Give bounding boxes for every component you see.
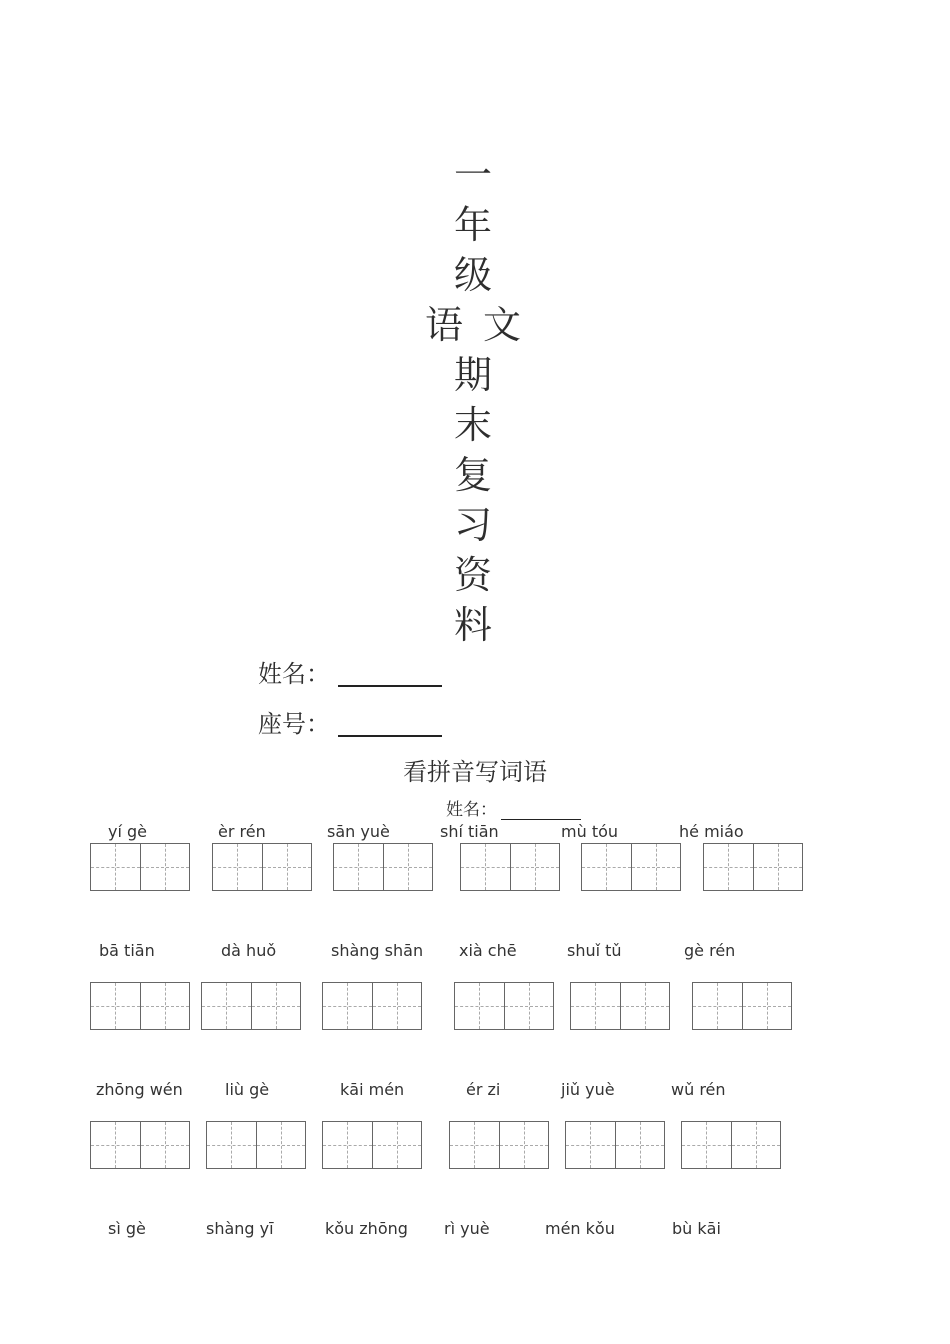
pinyin-label: èr rén [218, 822, 266, 841]
writing-cell[interactable] [323, 983, 372, 1029]
pinyin-label: liù gè [225, 1080, 270, 1099]
seat-row [258, 704, 442, 739]
writing-cell[interactable] [682, 1122, 731, 1168]
writing-cell[interactable] [140, 1122, 190, 1168]
pinyin-label: sān yuè [327, 822, 390, 841]
writing-cell[interactable] [256, 1122, 306, 1168]
writing-cell[interactable] [140, 844, 190, 890]
title-line: 复 [453, 453, 496, 497]
writing-cell[interactable] [731, 1122, 781, 1168]
writing-cell[interactable] [566, 1122, 615, 1168]
pinyin-label: mén kǒu [545, 1219, 615, 1238]
writing-cell[interactable] [262, 844, 312, 890]
pinyin-label: jiǔ yuè [561, 1080, 615, 1099]
writing-cell[interactable] [704, 844, 753, 890]
writing-grid[interactable] [206, 1121, 306, 1169]
writing-grid[interactable] [90, 982, 190, 1030]
writing-grid[interactable] [703, 843, 803, 891]
writing-cell[interactable] [202, 983, 251, 1029]
pinyin-label: bā tiān [99, 941, 155, 960]
writing-grid[interactable] [692, 982, 792, 1030]
title-line: 资 [453, 553, 496, 597]
pinyin-label: xià chē [459, 941, 517, 960]
pinyin-label: shàng shān [331, 941, 424, 960]
writing-cell[interactable] [91, 1122, 140, 1168]
worksheet-title: 看拼音写词语 [403, 758, 547, 786]
writing-grid[interactable] [90, 1121, 190, 1169]
writing-grid[interactable] [322, 1121, 422, 1169]
writing-cell[interactable] [615, 1122, 665, 1168]
title-line: 语 文 [424, 303, 526, 347]
pinyin-label: kǒu zhōng [325, 1219, 408, 1238]
writing-cell[interactable] [571, 983, 620, 1029]
writing-cell[interactable] [510, 844, 560, 890]
pinyin-label: wǔ rén [671, 1080, 726, 1099]
writing-grid[interactable] [581, 843, 681, 891]
writing-grid[interactable] [449, 1121, 549, 1169]
pinyin-label: zhōng wén [96, 1080, 183, 1099]
name-label: 姓名： [258, 660, 330, 688]
writing-cell[interactable] [753, 844, 803, 890]
writing-cell[interactable] [372, 983, 422, 1029]
pinyin-label: bù kāi [672, 1219, 721, 1238]
pinyin-label: kāi mén [340, 1080, 405, 1099]
pinyin-label: ér zi [466, 1080, 501, 1099]
title-line: 习 [453, 503, 496, 547]
worksheet-name-blank[interactable] [501, 801, 581, 820]
worksheet-name-row [446, 795, 581, 820]
pinyin-label: sì gè [108, 1219, 146, 1238]
title-line: 年 [453, 203, 496, 247]
writing-cell[interactable] [383, 844, 433, 890]
pinyin-label: shí tiān [440, 822, 499, 841]
writing-cell[interactable] [455, 983, 504, 1029]
title-line: 级 [453, 253, 496, 297]
writing-cell[interactable] [334, 844, 383, 890]
seat-label: 座号： [258, 710, 330, 738]
pinyin-label: shuǐ tǔ [567, 941, 622, 960]
writing-cell[interactable] [207, 1122, 256, 1168]
title-line: 一 [453, 153, 496, 197]
writing-grid[interactable] [322, 982, 422, 1030]
writing-cell[interactable] [213, 844, 262, 890]
seat-blank[interactable] [338, 711, 442, 737]
writing-cell[interactable] [140, 983, 190, 1029]
title-line: 料 [453, 603, 496, 647]
writing-cell[interactable] [582, 844, 631, 890]
writing-cell[interactable] [91, 844, 140, 890]
writing-grid[interactable] [460, 843, 560, 891]
writing-cell[interactable] [372, 1122, 422, 1168]
writing-grid[interactable] [570, 982, 670, 1030]
writing-cell[interactable] [620, 983, 670, 1029]
title-line: 期 [453, 353, 496, 397]
writing-grid[interactable] [333, 843, 433, 891]
cover-title [0, 150, 950, 650]
writing-grid[interactable] [681, 1121, 781, 1169]
pinyin-label: dà huǒ [221, 941, 277, 960]
writing-grid[interactable] [565, 1121, 665, 1169]
pinyin-label: shàng yī [206, 1219, 274, 1238]
writing-cell[interactable] [251, 983, 301, 1029]
pinyin-label: hé miáo [679, 822, 744, 841]
name-row [258, 654, 442, 689]
pinyin-label: gè rén [684, 941, 736, 960]
worksheet-name-label: 姓名： [446, 800, 497, 820]
pinyin-label: mù tóu [561, 822, 619, 841]
writing-cell[interactable] [91, 983, 140, 1029]
writing-cell[interactable] [323, 1122, 372, 1168]
writing-grid[interactable] [212, 843, 312, 891]
writing-grid[interactable] [90, 843, 190, 891]
writing-cell[interactable] [450, 1122, 499, 1168]
writing-cell[interactable] [742, 983, 792, 1029]
writing-cell[interactable] [504, 983, 554, 1029]
name-blank[interactable] [338, 661, 442, 687]
title-line: 末 [453, 403, 496, 447]
writing-cell[interactable] [461, 844, 510, 890]
writing-cell[interactable] [693, 983, 742, 1029]
pinyin-label: yí gè [108, 822, 147, 841]
writing-cell[interactable] [631, 844, 681, 890]
pinyin-label: rì yuè [444, 1219, 490, 1238]
writing-grid[interactable] [201, 982, 301, 1030]
writing-grid[interactable] [454, 982, 554, 1030]
writing-cell[interactable] [499, 1122, 549, 1168]
